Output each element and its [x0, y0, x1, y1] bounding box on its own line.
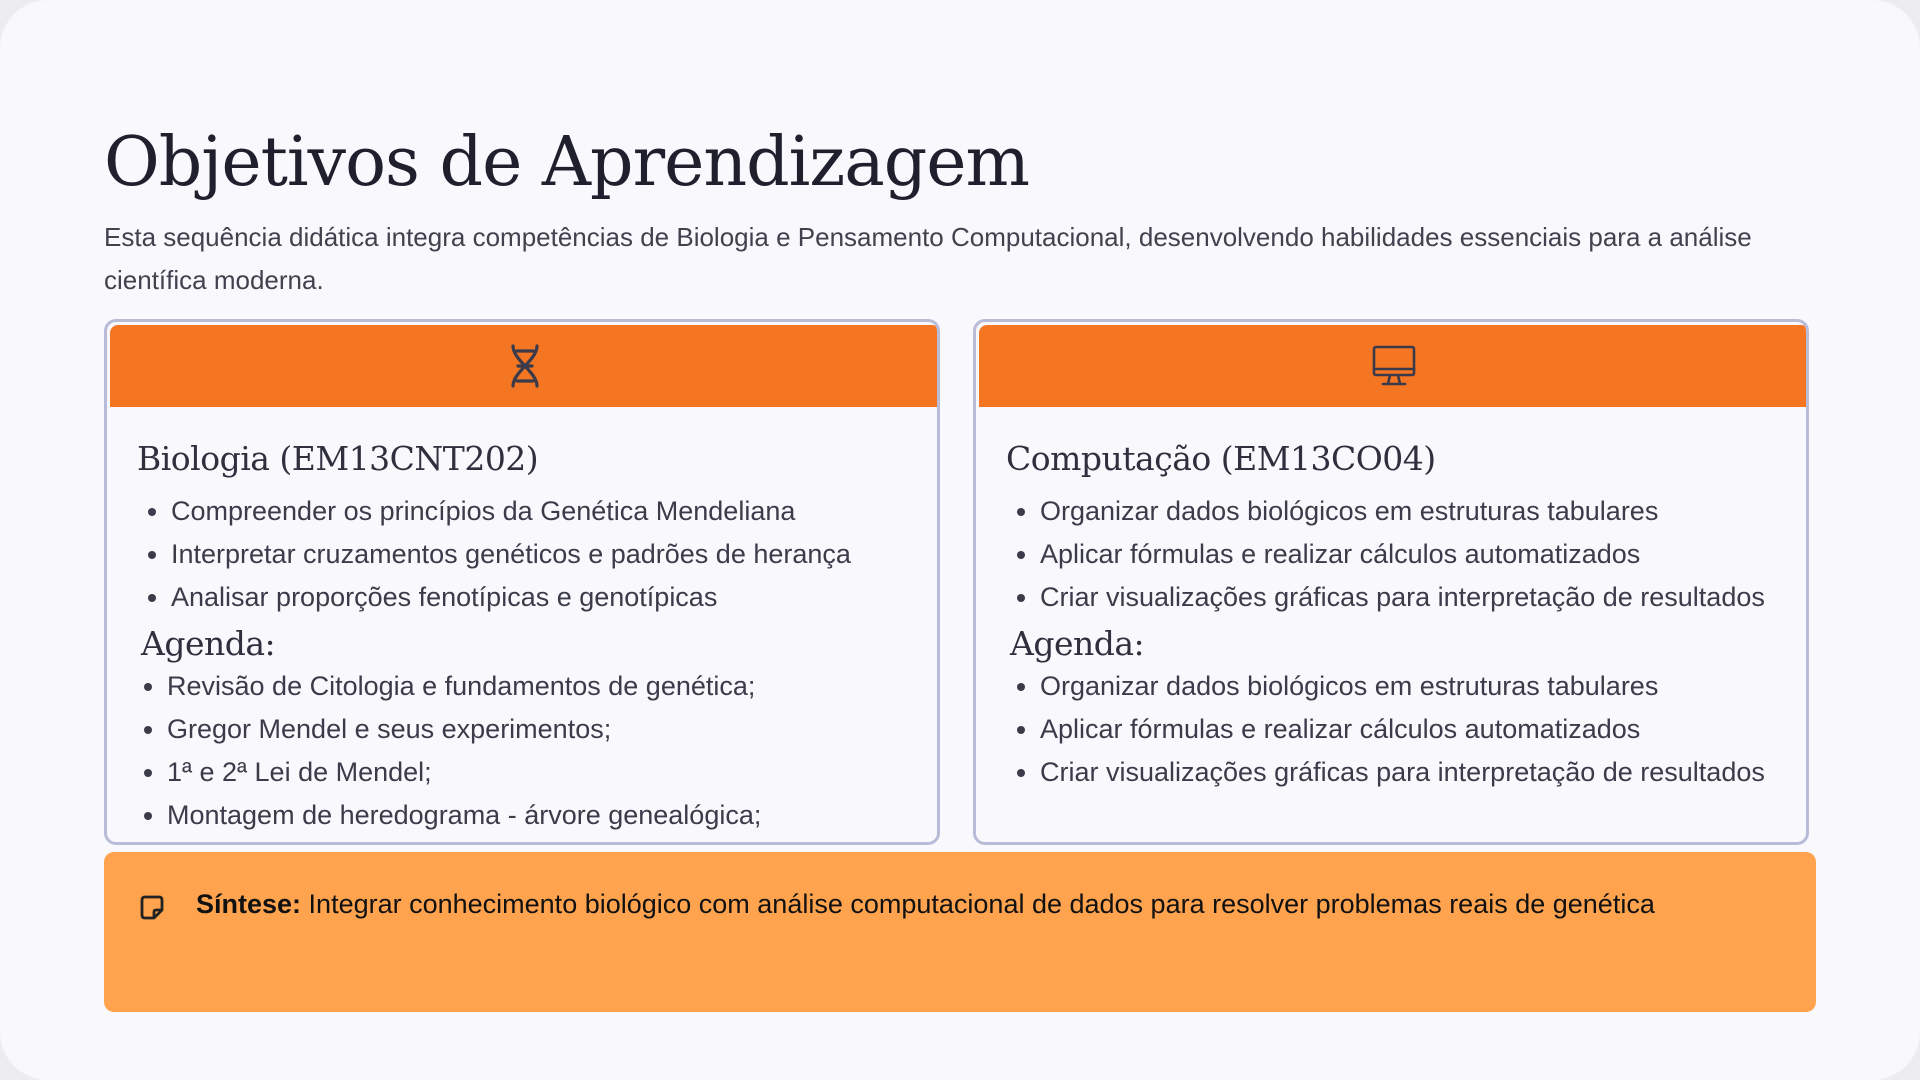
list-item: • Revisão de Citologia e fundamentos de genética; [167, 665, 761, 708]
card-title: Computação (EM13CO04) [1006, 439, 1436, 478]
synthesis-banner [104, 852, 1816, 1012]
monitor-icon [1371, 344, 1417, 388]
intro-text: Esta sequência didática integra competências de Biologia e Pensamento Computacional, desenvolvendo habilidades essenciais para a análise científica moderna. [104, 222, 1752, 295]
synthesis-text [196, 882, 1655, 926]
list-item: • Analisar proporções fenotípicas e genotípicas [171, 576, 851, 619]
agenda-title: Agenda: [141, 624, 276, 663]
list-item: • Aplicar fórmulas e realizar cálculos automatizados [1040, 533, 1765, 576]
list-item: • Montagem de heredograma - árvore genealógica; [167, 794, 761, 837]
synthesis-label: Síntese: [196, 889, 302, 919]
synthesis-body: Integrar conhecimento biológico com análise computacional de dados para resolver problemas reais de genética [301, 889, 1655, 919]
objectives-list [1010, 490, 1765, 619]
list-item: • Gregor Mendel e seus experimentos; [167, 708, 761, 751]
list-item: • Organizar dados biológicos em estruturas tabulares [1040, 490, 1765, 533]
card-header [110, 325, 940, 407]
list-item: • Compreender os princípios da Genética Mendeliana [171, 490, 851, 533]
list-item: • Criar visualizações gráficas para interpretação de resultados [1040, 576, 1765, 619]
agenda-list [1010, 665, 1765, 794]
list-item: • Interpretar cruzamentos genéticos e padrões de herança [171, 533, 851, 576]
card-title: Biologia (EM13CNT202) [137, 439, 539, 478]
list-item: • Organizar dados biológicos em estruturas tabulares [1040, 665, 1765, 708]
card-header [979, 325, 1809, 407]
list-item: • Criar visualizações gráficas para interpretação de resultados [1040, 751, 1765, 794]
dna-icon [505, 342, 545, 390]
agenda-title: Agenda: [1010, 624, 1145, 663]
sticky-note-icon [138, 894, 166, 922]
agenda-list [137, 665, 761, 837]
card-computacao [973, 319, 1809, 845]
list-item: • Aplicar fórmulas e realizar cálculos automatizados [1040, 708, 1765, 751]
objectives-list [141, 490, 851, 619]
page-title: Objetivos de Aprendizagem [104, 123, 1030, 202]
list-item: • 1ª e 2ª Lei de Mendel; [167, 751, 761, 794]
card-biologia [104, 319, 940, 845]
